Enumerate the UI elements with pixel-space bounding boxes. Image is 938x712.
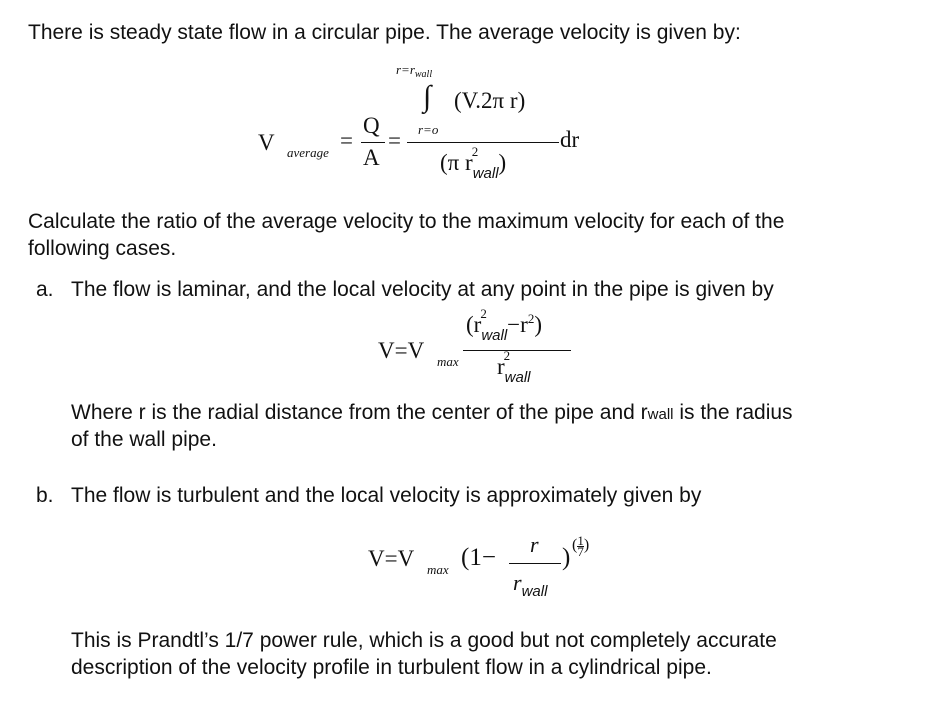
turbulent-exponent: ( $\frac{1}{7}$ ) bbox=[572, 533, 590, 559]
turbulent-frac-num: r bbox=[530, 532, 539, 557]
upper-limit: $r=r_{wall}$ bbox=[396, 62, 433, 80]
turbulent-paren-close: ) bbox=[562, 544, 571, 571]
turbulent-lhs: V=V bbox=[368, 546, 415, 571]
laminar-max-subscript: max bbox=[437, 354, 459, 369]
case-b-note-line-2: description of the velocity profile in turbulent flow in a cylindrical pipe. bbox=[71, 656, 712, 679]
laminar-numerator: (r 2 $_{wall}-r^2$) bbox=[466, 306, 542, 344]
case-a-marker: a. bbox=[36, 278, 54, 301]
integral-sign: ∫ bbox=[423, 80, 432, 113]
turbulent-paren-open: (1− bbox=[461, 544, 496, 571]
lower-limit: r=o bbox=[418, 122, 439, 137]
integrand: (V.2π r) bbox=[454, 88, 526, 113]
denominator: (π r 2 $_{wall}$) bbox=[440, 144, 507, 182]
laminar-denominator: r 2 $_{wall}$ bbox=[497, 348, 531, 386]
q-symbol: Q bbox=[363, 113, 380, 138]
average-subscript: average bbox=[287, 145, 329, 160]
task-line-1: Calculate the ratio of the average velocity to the maximum velocity for each of the bbox=[28, 210, 785, 233]
turbulent-frac-den: $r_{wall}$ bbox=[513, 570, 548, 600]
case-a-note-line-2: of the wall pipe. bbox=[71, 428, 217, 451]
intro-text: There is steady state flow in a circular pipe. The average velocity is given by: bbox=[28, 21, 741, 44]
laminar-lhs: V=V bbox=[378, 338, 425, 363]
case-b-note-line-1: This is Prandtl’s 1/7 power rule, which is a good but not completely accurate bbox=[71, 629, 777, 652]
turbulent-max-subscript: max bbox=[427, 562, 449, 577]
case-b-text: The flow is turbulent and the local velocity is approximately given by bbox=[71, 484, 702, 507]
case-a-note-line-1: Where r is the radial distance from the center of the pipe and rwall is the radius bbox=[71, 401, 793, 424]
equals-2: = bbox=[388, 128, 401, 153]
case-a-text: The flow is laminar, and the local velocity at any point in the pipe is given by bbox=[71, 278, 774, 301]
case-b-marker: b. bbox=[36, 484, 54, 507]
task-line-2: following cases. bbox=[28, 237, 177, 260]
equals-1: = bbox=[340, 128, 353, 153]
dr-symbol: dr bbox=[560, 127, 580, 152]
v-symbol: V bbox=[258, 130, 275, 155]
a-symbol: A bbox=[363, 145, 380, 170]
